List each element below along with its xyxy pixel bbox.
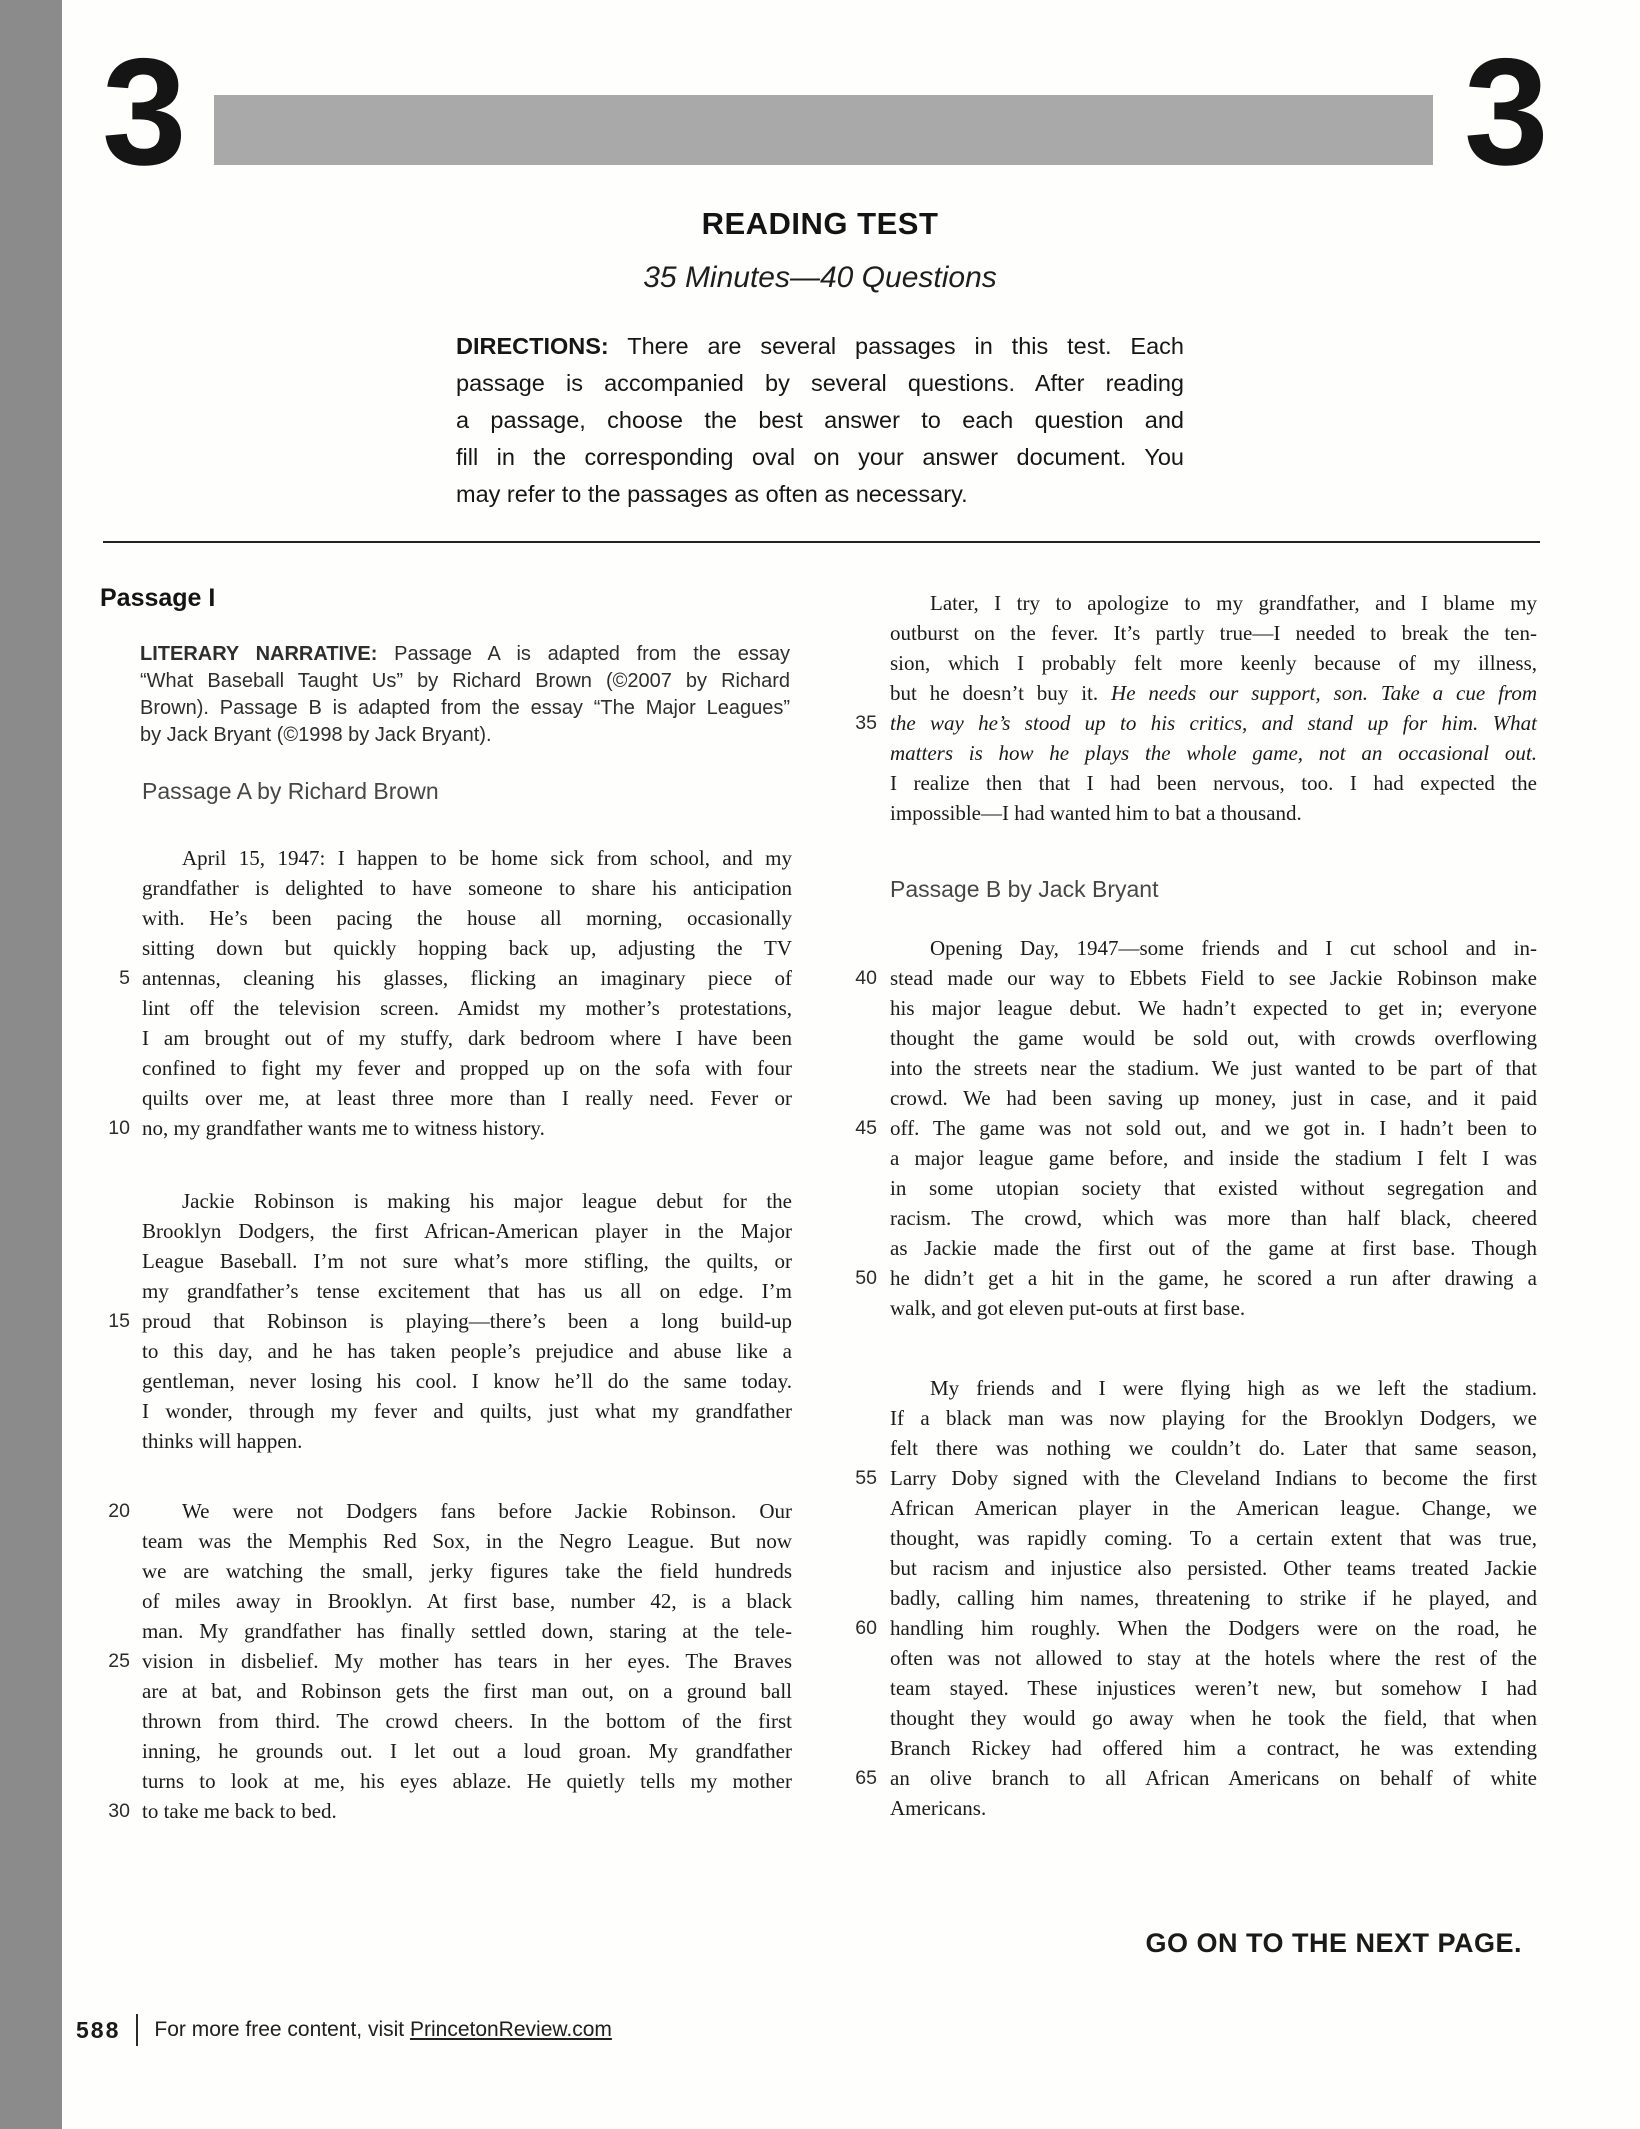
page-edge-strip [0,0,62,2129]
passage-line: Jackie Robinson is making his major league debut for the [100,1186,792,1216]
line-number [100,1526,130,1556]
line-number [100,993,130,1023]
footer-text-label: For more free content, visit [154,2018,410,2041]
passage-b-para-3 [845,1373,1537,1823]
line-number [100,1083,130,1113]
passage-line: 30 to take me back to bed. [100,1796,792,1826]
passage-line: turns to look at me, his eyes ablaze. He quietly tells my mother [100,1766,792,1796]
page-number: 588 [76,2016,121,2043]
passage-line: sion, which I probably felt more keenly because of my illness, [845,648,1537,678]
passage-line: crowd. We had been saving up money, just in case, and it paid [845,1083,1537,1113]
passage-line: matters is how he plays the whole game, not an occasional out. [845,738,1537,768]
passage-line: 10 no, my grandfather wants me to witness history. [100,1113,792,1143]
line-number [845,1173,877,1203]
footer-link[interactable]: PrincetonReview.com [409,2018,612,2041]
line-number [845,1083,877,1113]
passage-line: thrown from third. The crowd cheers. In the bottom of the first [100,1706,792,1736]
line-number [845,588,877,618]
line-number: 10 [108,1117,130,1139]
passage-b-heading: Passage B by Jack Bryant [890,876,1159,902]
line-number [845,1703,877,1733]
line-number [100,1246,130,1276]
line-number [845,1143,877,1173]
passage-line: 60 handling him roughly. When the Dodgers were on the road, he [845,1613,1537,1643]
passage-line: thought, was rapidly coming. To a certain extent that was true, [845,1523,1537,1553]
passage-line: confined to fight my fever and propped up on the sofa with four [100,1053,792,1083]
passage-line: 35 the way he’s stood up to his critics, and stand up for him. What [845,708,1537,738]
line-number [845,1643,877,1673]
passage-heading: Passage I [100,584,216,612]
passage-line: man. My grandfather has finally settled down, staring at the tele- [100,1616,792,1646]
text-line: DIRECTIONS: There are several passages in this test. Each [456,333,1184,359]
line-number: 50 [855,1267,877,1289]
line-number [845,738,877,768]
line-number [100,1216,130,1246]
passage-line: felt there was nothing we couldn’t do. Later that same season, [845,1433,1537,1463]
page-footer [76,2014,612,2046]
line-number [845,798,877,828]
text-line: “What Baseball Taught Us” by Richard Brown (©2007 by Richard [140,670,790,692]
line-number [100,1736,130,1766]
passage-a-para-3 [100,1496,792,1826]
line-number [845,1493,877,1523]
line-number: 35 [855,712,877,734]
line-number: 60 [855,1617,877,1639]
page-subtitle: 35 Minutes—40 Questions [643,261,997,294]
passage-line: Americans. [845,1793,1537,1823]
passage-line: sitting down but quickly hopping back up, adjusting the TV [100,933,792,963]
line-number [845,1053,877,1083]
passage-line: often was not allowed to stay at the hotels where the rest of the [845,1643,1537,1673]
passage-line: into the streets near the stadium. We just wanted to be part of that [845,1053,1537,1083]
passage-line: a major league game before, and inside the stadium I felt I was [845,1143,1537,1173]
passage-line: team was the Memphis Red Sox, in the Negro League. But now [100,1526,792,1556]
passage-line: If a black man was now playing for the Brooklyn Dodgers, we [845,1403,1537,1433]
passage-line: thought the game would be sold out, with crowds overflowing [845,1023,1537,1053]
line-number [845,768,877,798]
line-number: 15 [108,1310,130,1332]
text-line: passage is accompanied by several questions. After reading [456,370,1184,396]
line-number [845,1433,877,1463]
passage-line: racism. The crowd, which was more than half black, cheered [845,1203,1537,1233]
text-line: by Jack Bryant (©1998 by Jack Bryant). [140,724,492,746]
passage-line: of miles away in Brooklyn. At first base, number 42, is a black [100,1586,792,1616]
line-number [100,1616,130,1646]
line-number [845,1583,877,1613]
passage-line: outburst on the fever. It’s partly true—I needed to break the ten- [845,618,1537,648]
line-number [845,993,877,1023]
line-number: 20 [108,1500,130,1522]
section-number-left: 3 [102,27,184,197]
passage-b-para-2 [845,933,1537,1323]
line-number [100,1556,130,1586]
passage-line: 20 We were not Dodgers fans before Jackie Robinson. Our [100,1496,792,1526]
passage-line: League Baseball. I’m not sure what’s more stifling, the quilts, or [100,1246,792,1276]
line-number [100,1366,130,1396]
page-title: READING TEST [701,206,939,241]
passage-line: his major league debut. We hadn’t expected to get in; everyone [845,993,1537,1023]
passage-line: impossible—I had wanted him to bat a thousand. [845,798,1537,828]
line-number [100,1766,130,1796]
passage-line: Opening Day, 1947—some friends and I cut school and in- [845,933,1537,963]
passage-line: as Jackie made the first out of the game at first base. Though [845,1233,1537,1263]
passage-line: 5 antennas, cleaning his glasses, flicking an imaginary piece of [100,963,792,993]
passage-line: in some utopian society that existed without segregation and [845,1173,1537,1203]
passage-line: gentleman, never losing his cool. I know he’ll do the same today. [100,1366,792,1396]
line-number: 30 [108,1800,130,1822]
passage-intro [140,641,790,749]
divider [103,541,1540,543]
passage-line: team stayed. These injustices weren’t new, but somehow I had [845,1673,1537,1703]
passage-a-para-2 [100,1186,792,1456]
go-on-instruction: GO ON TO THE NEXT PAGE. [1145,1928,1522,1958]
line-number [845,648,877,678]
passage-line: Brooklyn Dodgers, the first African-American player in the Major [100,1216,792,1246]
line-number [845,1403,877,1433]
passage-line: thought they would go away when he took the field, that when [845,1703,1537,1733]
line-number [845,1733,877,1763]
passage-a-para-1 [100,843,792,1143]
passage-line: are at bat, and Robinson gets the first man out, on a ground ball [100,1676,792,1706]
text-line: may refer to the passages as often as necessary. [456,481,968,507]
passage-line: I wonder, through my fever and quilts, just what my grandfather [100,1396,792,1426]
passage-line: inning, he grounds out. I let out a loud groan. My grandfather [100,1736,792,1766]
line-number [845,618,877,648]
line-number: 65 [855,1767,877,1789]
directions [456,328,1184,513]
passage-line: thinks will happen. [100,1426,792,1456]
passage-line: 15 proud that Robinson is playing—there’s been a long build-up [100,1306,792,1336]
line-number [845,1233,877,1263]
line-number [100,1706,130,1736]
passage-line: 25 vision in disbelief. My mother has tears in her eyes. The Braves [100,1646,792,1676]
line-number [100,1276,130,1306]
passage-b-para-1 [845,588,1537,828]
line-number [100,1676,130,1706]
section-number-right: 3 [1464,27,1546,197]
line-number [845,1523,877,1553]
header-bar [214,95,1433,165]
line-number: 5 [119,967,130,989]
line-number [100,903,130,933]
passage-line: I realize then that I had been nervous, too. I had expected the [845,768,1537,798]
line-number: 25 [108,1650,130,1672]
passage-line: my grandfather’s tense excitement that has us all on edge. I’m [100,1276,792,1306]
line-number [100,1586,130,1616]
passage-line: 50 he didn’t get a hit in the game, he scored a run after drawing a [845,1263,1537,1293]
passage-line: but racism and injustice also persisted. Other teams treated Jackie [845,1553,1537,1583]
passage-line: I am brought out of my stuffy, dark bedroom where I have been [100,1023,792,1053]
passage-line: 40 stead made our way to Ebbets Field to see Jackie Robinson make [845,963,1537,993]
text-line: LITERARY NARRATIVE: Passage A is adapted from the essay [140,643,790,665]
line-number [845,1023,877,1053]
passage-line: we are watching the small, jerky figures take the field hundreds [100,1556,792,1586]
line-number [845,1673,877,1703]
line-number: 55 [855,1467,877,1489]
passage-line: Branch Rickey had offered him a contract, he was extending [845,1733,1537,1763]
passage-a-heading: Passage A by Richard Brown [142,778,439,804]
passage-line: with. He’s been pacing the house all morning, occasionally [100,903,792,933]
passage-line: Later, I try to apologize to my grandfather, and I blame my [845,588,1537,618]
line-number: 40 [855,967,877,989]
passage-line: April 15, 1947: I happen to be home sick from school, and my [100,843,792,873]
line-number [100,1396,130,1426]
line-number [100,1426,130,1456]
text-line: fill in the corresponding oval on your answer document. You [456,444,1184,470]
footer-text [154,2018,612,2042]
line-number [100,843,130,873]
text-line: Brown). Passage B is adapted from the essay “The Major Leagues” [140,697,790,719]
line-number [845,1793,877,1823]
passage-line: lint off the television screen. Amidst my mother’s protestations, [100,993,792,1023]
passage-line: 65 an olive branch to all African Americans on behalf of white [845,1763,1537,1793]
line-number [100,873,130,903]
line-number [845,1293,877,1323]
line-number [845,1373,877,1403]
passage-line: grandfather is delighted to have someone to share his anticipation [100,873,792,903]
passage-line: African American player in the American league. Change, we [845,1493,1537,1523]
passage-line: 45 off. The game was not sold out, and we got in. I hadn’t been to [845,1113,1537,1143]
passage-line: walk, and got eleven put-outs at first base. [845,1293,1537,1323]
passage-line: to this day, and he has taken people’s prejudice and abuse like a [100,1336,792,1366]
line-number [100,1336,130,1366]
passage-line: but he doesn’t buy it. He needs our support, son. Take a cue from [845,678,1537,708]
passage-line: 55 Larry Doby signed with the Cleveland Indians to become the first [845,1463,1537,1493]
line-number [845,1553,877,1583]
line-number [100,1186,130,1216]
text-line: a passage, choose the best answer to each question and [456,407,1184,433]
footer-divider [136,2014,138,2046]
line-number [100,933,130,963]
passage-line: My friends and I were flying high as we left the stadium. [845,1373,1537,1403]
line-number [845,1203,877,1233]
passage-line: quilts over me, at least three more than I really need. Fever or [100,1083,792,1113]
passage-line: badly, calling him names, threatening to strike if he played, and [845,1583,1537,1613]
line-number: 45 [855,1117,877,1139]
line-number [845,933,877,963]
line-number [100,1023,130,1053]
line-number [845,678,877,708]
line-number [100,1053,130,1083]
